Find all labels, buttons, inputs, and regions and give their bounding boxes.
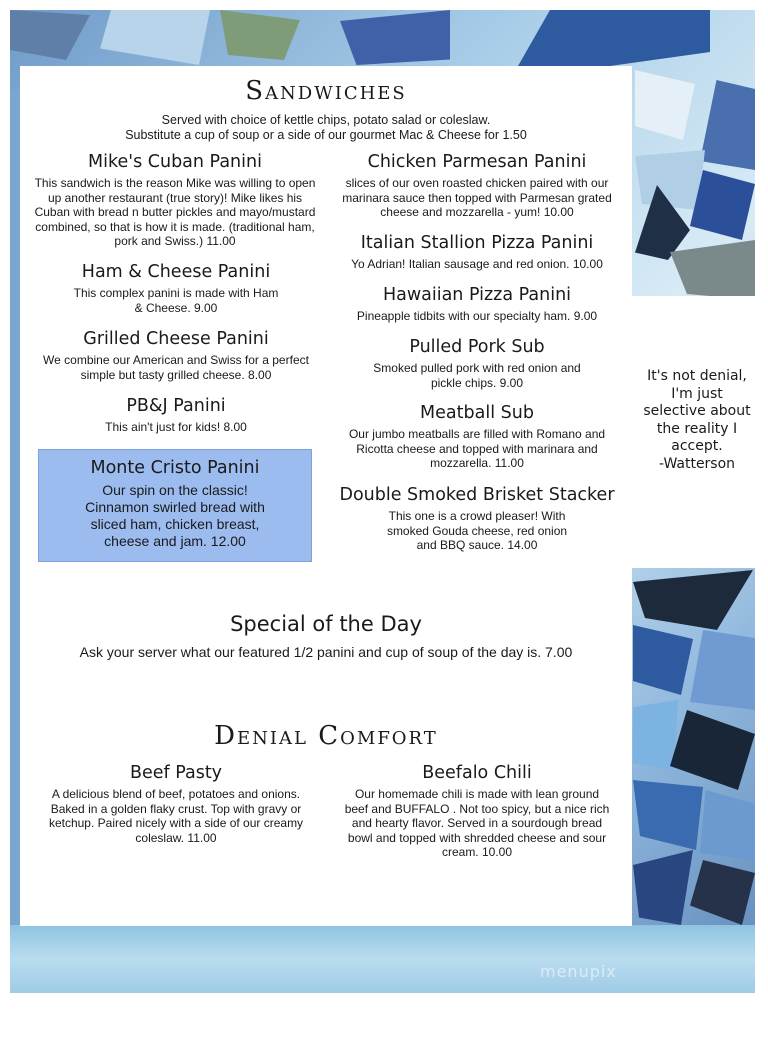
item-name: Pulled Pork Sub [409, 337, 545, 357]
mosaic-tile [633, 780, 703, 850]
item-desc: Our spin on the classic! Cinnamon swirled bread with sliced ham, chicken breast, cheese and jam. 12.00 [85, 482, 265, 549]
menu-item-cuban [34, 152, 316, 249]
mosaic-tile [700, 80, 755, 170]
special-desc: Ask your server what our featured 1/2 panini and cup of soup of the day is. 7.00 [79, 644, 573, 660]
item-desc: A delicious blend of beef, potatoes and onions. Baked in a golden flaky crust. Top with gravy or ketchup. Paired nicely with a side of our creamy coleslaw. 11.00 [48, 787, 304, 845]
item-desc: This ain't just for kids! 8.00 [105, 420, 247, 434]
item-desc: Our jumbo meatballs are filled with Romano and Ricotta cheese and topped with marinara and mozzarella. 11.00 [348, 427, 606, 470]
item-name: Meatball Sub [420, 403, 534, 423]
bottom-band [10, 925, 755, 993]
sandwiches-subtitle-2: Substitute a cup of soup or a side of our gourmet Mac & Cheese for 1.50 [125, 128, 527, 142]
menu-item-monte-cristo [38, 449, 312, 562]
quote-text: It's not denial, I'm just selective about the reality I accept. [643, 368, 751, 454]
menu-item-beef-pasty [40, 763, 312, 845]
mosaic-tile [220, 10, 300, 60]
menu-item-ham-cheese [70, 262, 282, 315]
item-desc: slices of our oven roasted chicken paired with our marinara sauce then topped with Parmesan grated cheese and mozzarella - yum! 10.00 [342, 176, 612, 219]
item-desc: Yo Adrian! Italian sausage and red onion. 10.00 [351, 257, 603, 271]
item-name: Grilled Cheese Panini [83, 329, 269, 349]
item-desc: We combine our American and Swiss for a perfect simple but tasty grilled cheese. 8.00 [43, 353, 309, 382]
mosaic-tile [633, 570, 753, 630]
mosaic-tile [635, 150, 705, 210]
side-quote [643, 368, 751, 473]
menu-item-brisket-stacker [338, 485, 616, 553]
item-name: Chicken Parmesan Panini [367, 152, 587, 172]
mosaic-tile [690, 860, 755, 925]
sandwiches-subtitle-1: Served with choice of kettle chips, potato salad or coleslaw. [161, 113, 491, 127]
mosaic-tile [670, 240, 755, 300]
mosaic-tile [670, 710, 755, 790]
sandwiches-title: Sandwiches [245, 76, 407, 106]
item-desc: This one is a crowd pleaser! With smoked Gouda cheese, red onion and BBQ sauce. 14.00 [386, 509, 568, 552]
item-name: PB&J Panini [126, 396, 226, 416]
item-name: Mike's Cuban Panini [88, 152, 262, 172]
item-name: Italian Stallion Pizza Panini [360, 233, 594, 253]
menu-item-hawaiian [332, 285, 622, 324]
item-name: Beefalo Chili [422, 763, 532, 783]
menu-panel [20, 66, 632, 926]
comfort-title: Denial Comfort [214, 721, 438, 751]
watermark: menupix [540, 962, 617, 981]
item-name: Hawaiian Pizza Panini [382, 285, 572, 305]
menu-item-italian-stallion [332, 233, 622, 272]
menu-item-meatball-sub [338, 403, 616, 471]
mosaic-tile [100, 10, 210, 65]
item-name: Beef Pasty [129, 763, 223, 783]
mosaic-tile [340, 10, 450, 65]
mosaic-tile [633, 625, 693, 695]
mosaic-tile [635, 70, 695, 140]
item-name: Monte Cristo Panini [90, 458, 260, 478]
mosaic-tile [633, 850, 693, 925]
special-title: Special of the Day [230, 612, 422, 636]
mosaic-tile [690, 630, 755, 710]
item-name: Double Smoked Brisket Stacker [339, 485, 615, 505]
mosaic-tile [700, 790, 755, 860]
item-desc: This complex panini is made with Ham & Cheese. 9.00 [73, 286, 279, 315]
item-desc: Our homemade chili is made with lean ground beef and BUFFALO . Not too spicy, but a nice rich and hearty flavor. Served in a sourdough bread bowl and topped with shredded cheese and sour cream. 10.00 [344, 787, 610, 859]
menu-item-pbj [60, 396, 292, 435]
menu-item-chicken-parmesan [332, 152, 622, 220]
item-desc: This sandwich is the reason Mike was willing to open up another restaurant (true story)! Mike likes his Cuban with bread n butter pickles and mayo/mustard combined, so that is how it is made. (traditional ham, pork and Swiss.) 11.00 [34, 176, 316, 248]
item-name: Ham & Cheese Panini [81, 262, 271, 282]
mosaic-tile [10, 10, 90, 60]
menu-item-pulled-pork [370, 337, 584, 390]
menu-item-grilled-cheese [30, 329, 322, 382]
mosaic-tile [633, 700, 678, 770]
quote-author: -Watterson [658, 455, 736, 472]
item-desc: Pineapple tidbits with our specialty ham. 9.00 [356, 309, 598, 323]
menu-item-beefalo-chili [342, 763, 612, 860]
item-desc: Smoked pulled pork with red onion and pickle chips. 9.00 [373, 361, 581, 390]
